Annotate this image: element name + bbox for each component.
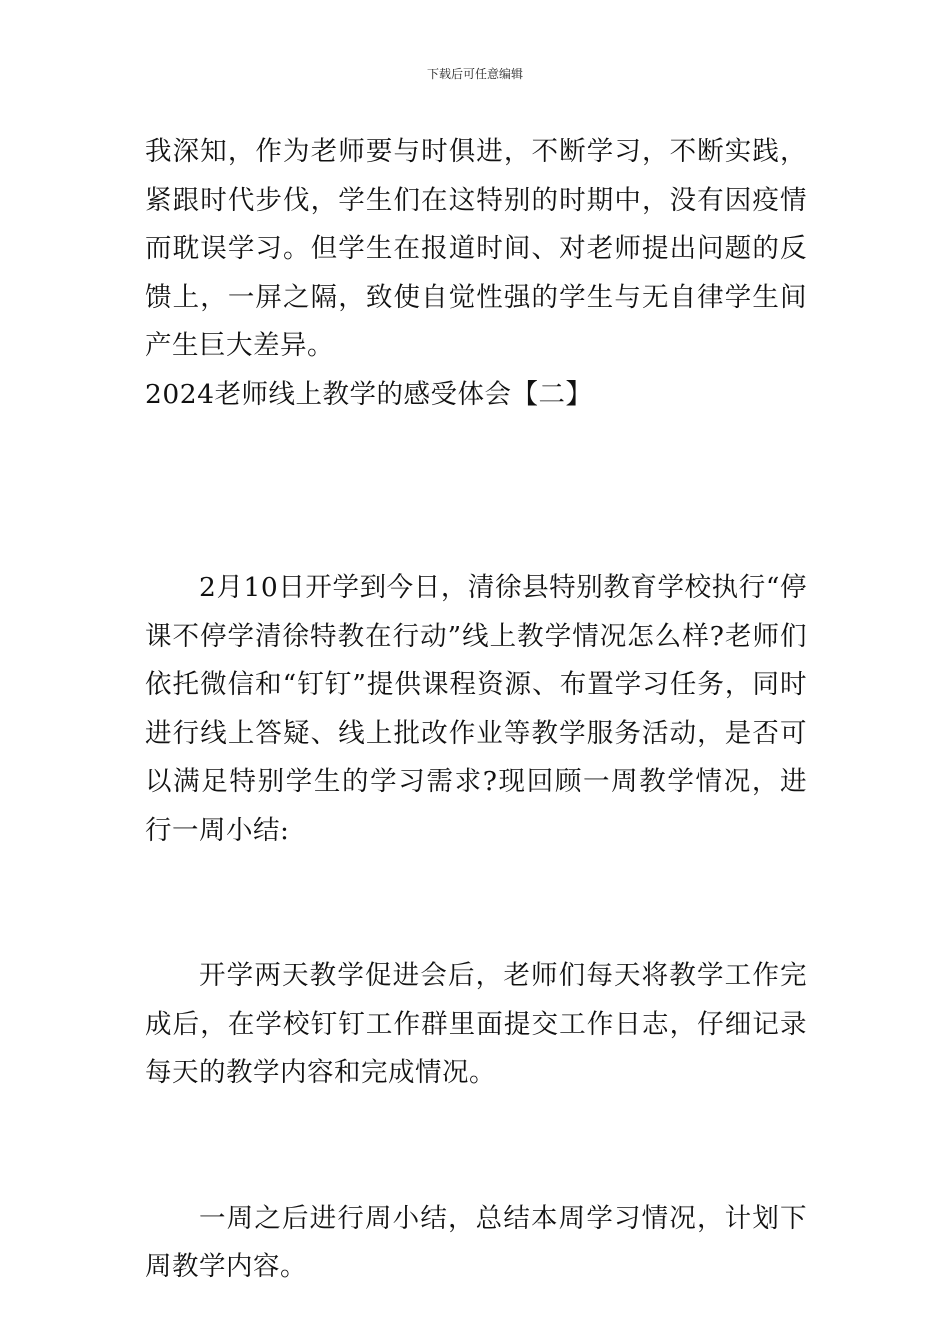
paragraph-1: 我深知，作为老师要与时俱进，不断学习，不断实践，紧跟时代步伐，学生们在这特别的时期中，没有因疫情而耽误学习。但学生在报道时间、对老师提出问题的反馈上，一屏之隔，致使自觉性强的学生与无自律学生间产生巨大差异。 [145, 136, 807, 361]
spacer [145, 419, 807, 564]
section-heading: 2024老师线上教学的感受体会【二】 [145, 378, 593, 410]
spacer [145, 855, 807, 952]
document-body [145, 128, 807, 1292]
paragraph-4: 一周之后进行周小结，总结本周学习情况，计划下周教学内容。 [145, 1202, 807, 1282]
paragraph-3: 开学两天教学促进会后，老师们每天将教学工作完成后，在学校钉钉工作群里面提交工作日志，仔细记录每天的教学内容和完成情况。 [145, 960, 807, 1088]
page-header: 下载后可任意编辑 [426, 67, 523, 81]
spacer [145, 1098, 807, 1195]
paragraph-2: 2月10日开学到今日，清徐县特别教育学校执行“停课不停学清徐特教在行动”线上教学情况怎么样?老师们依托微信和“钉钉”提供课程资源、布置学习任务，同时进行线上答疑、线上批改作业等教学服务活动，是否可以满足特别学生的学习需求?现回顾一周教学情况，进行一周小结: [145, 572, 807, 846]
